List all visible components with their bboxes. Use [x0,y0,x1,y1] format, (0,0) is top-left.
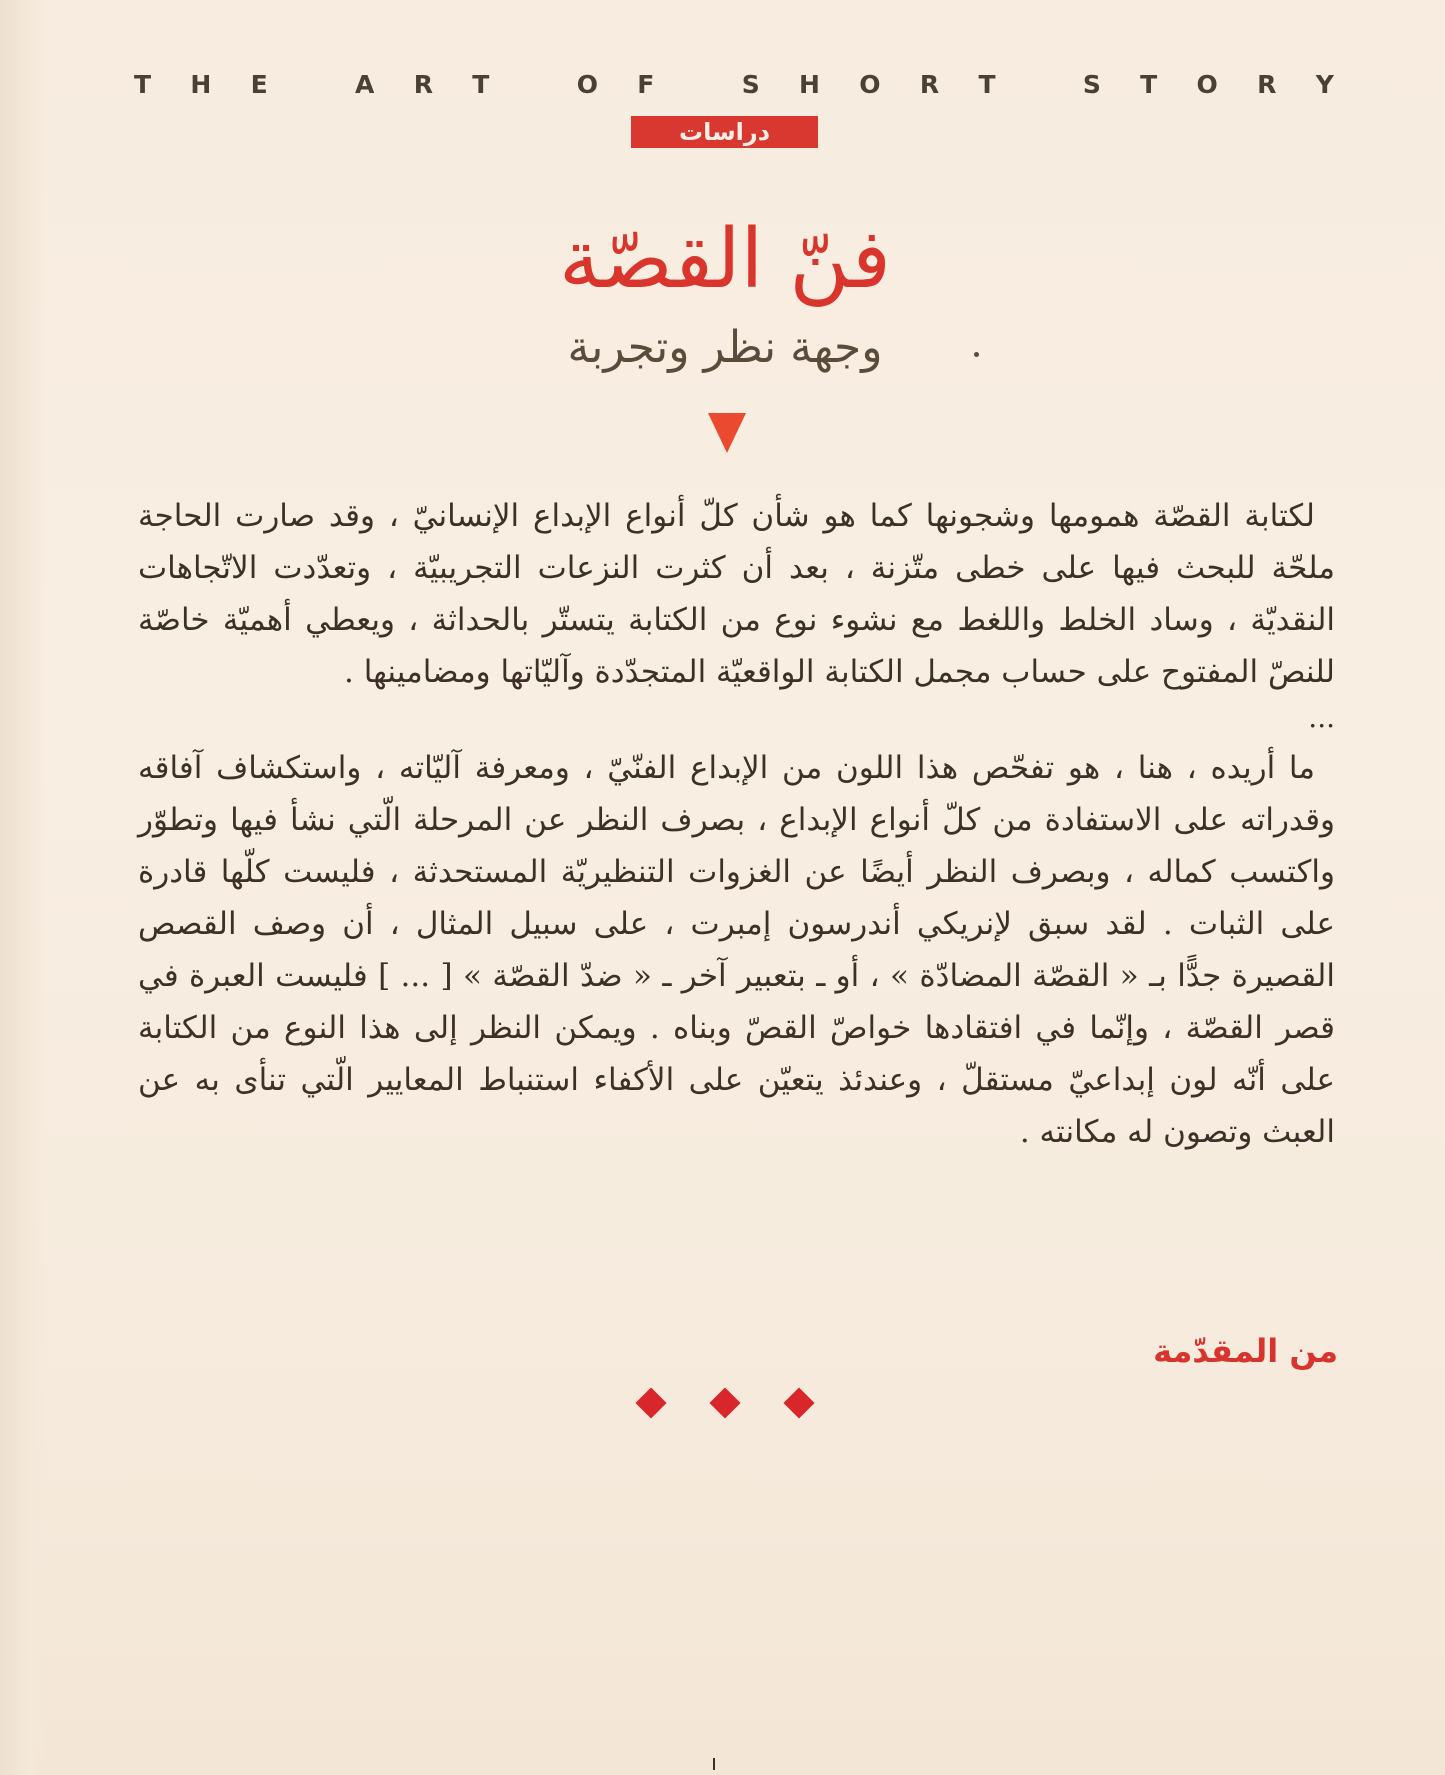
series-letter: F [637,70,655,99]
series-letter: H [190,70,212,99]
series-letter: E [250,70,268,99]
series-letter: O [576,70,598,99]
series-letter: S [741,70,760,99]
category-badge: دراسات [631,116,818,148]
book-subtitle: وجهة نظر وتجربة [567,322,883,373]
book-title: فنّ القصّة [558,212,891,307]
ellipsis-separator: ... [1308,701,1335,734]
series-letter: R [919,70,940,99]
paragraph-main: ما أريده ، هنا ، هو تفحّص هذا اللون من الإبداع الفنّيّ ، ومعرفة آليّاته ، واستكشاف آفاقه وقدراته على الاستفادة من كلّ أنواع الإبداع ، بصرف النظر عن المرحلة الّتي نشأ فيها وتطوّر واكتسب كماله ، وبصرف النظر أيضًا عن الغزوات التنظيريّة المستحدثة ، فليست كلّها قادرة على الثبات . لقد سبق لإنريكي أندرسون إمبرت ، على سبيل المثال ، أن وصف القصص القصيرة جدًّا بـ « القصّة المضادّة » ، أو ـ بتعبير آخر ـ « ضدّ القصّة » [ ... ] فليست العبرة في قصر القصّة ، وإنّما في افتقادها خواصّ القصّ وبناه . ويمكن النظر إلى هذا النوع من الكتابة على أنّه لون إبداعيّ مستقلّ ، وعندئذ يتعيّن على الأكفاء استنباط المعايير الّتي تنأى به عن العبث وتصون له مكانته . [138,750,1335,1150]
print-speck [974,352,979,357]
series-letter: R [413,70,433,99]
series-letter: T [978,70,996,99]
diamond-icon [783,1387,814,1418]
diamond-ornament [640,1392,810,1414]
series-letter: Y [1315,70,1334,99]
paragraph-intro: لكتابة القصّة همومها وشجونها كما هو شأن كلّ أنواع الإبداع الإنسانيّ ، وقد صارت الحاجة ملحّة للبحث فيها على خطى متّزنة ، بعد أن كثرت النزعات التجريبيّة ، وتعدّدت الاتّجاهات النقديّة ، وساد الخلط واللغط مع نشوء نوع من الكتابة يتستّر بالحداثة ، ويعطي أهميّة خاصّة للنصّ المفتوح على حساب مجمل الكتابة الواقعيّة المتجدّدة وآليّاتها ومضامينها . [138,498,1336,690]
series-title-english [134,70,1334,99]
series-letter: O [1196,70,1218,99]
series-letter: R [1257,70,1277,99]
print-mark [713,1758,715,1770]
page-edge-shadow [0,0,48,1775]
series-letter: A [355,70,375,99]
series-letter: T [472,70,490,99]
diamond-icon [709,1387,740,1418]
series-letter: O [859,70,881,99]
blurb-text [138,490,1335,1158]
down-triangle-icon [708,413,746,453]
source-attribution: من المقدّمة [1153,1332,1338,1370]
diamond-icon [635,1387,666,1418]
series-letter: T [1140,70,1158,99]
series-letter: S [1082,70,1101,99]
series-letter: H [799,70,820,99]
series-letter: T [134,70,152,99]
